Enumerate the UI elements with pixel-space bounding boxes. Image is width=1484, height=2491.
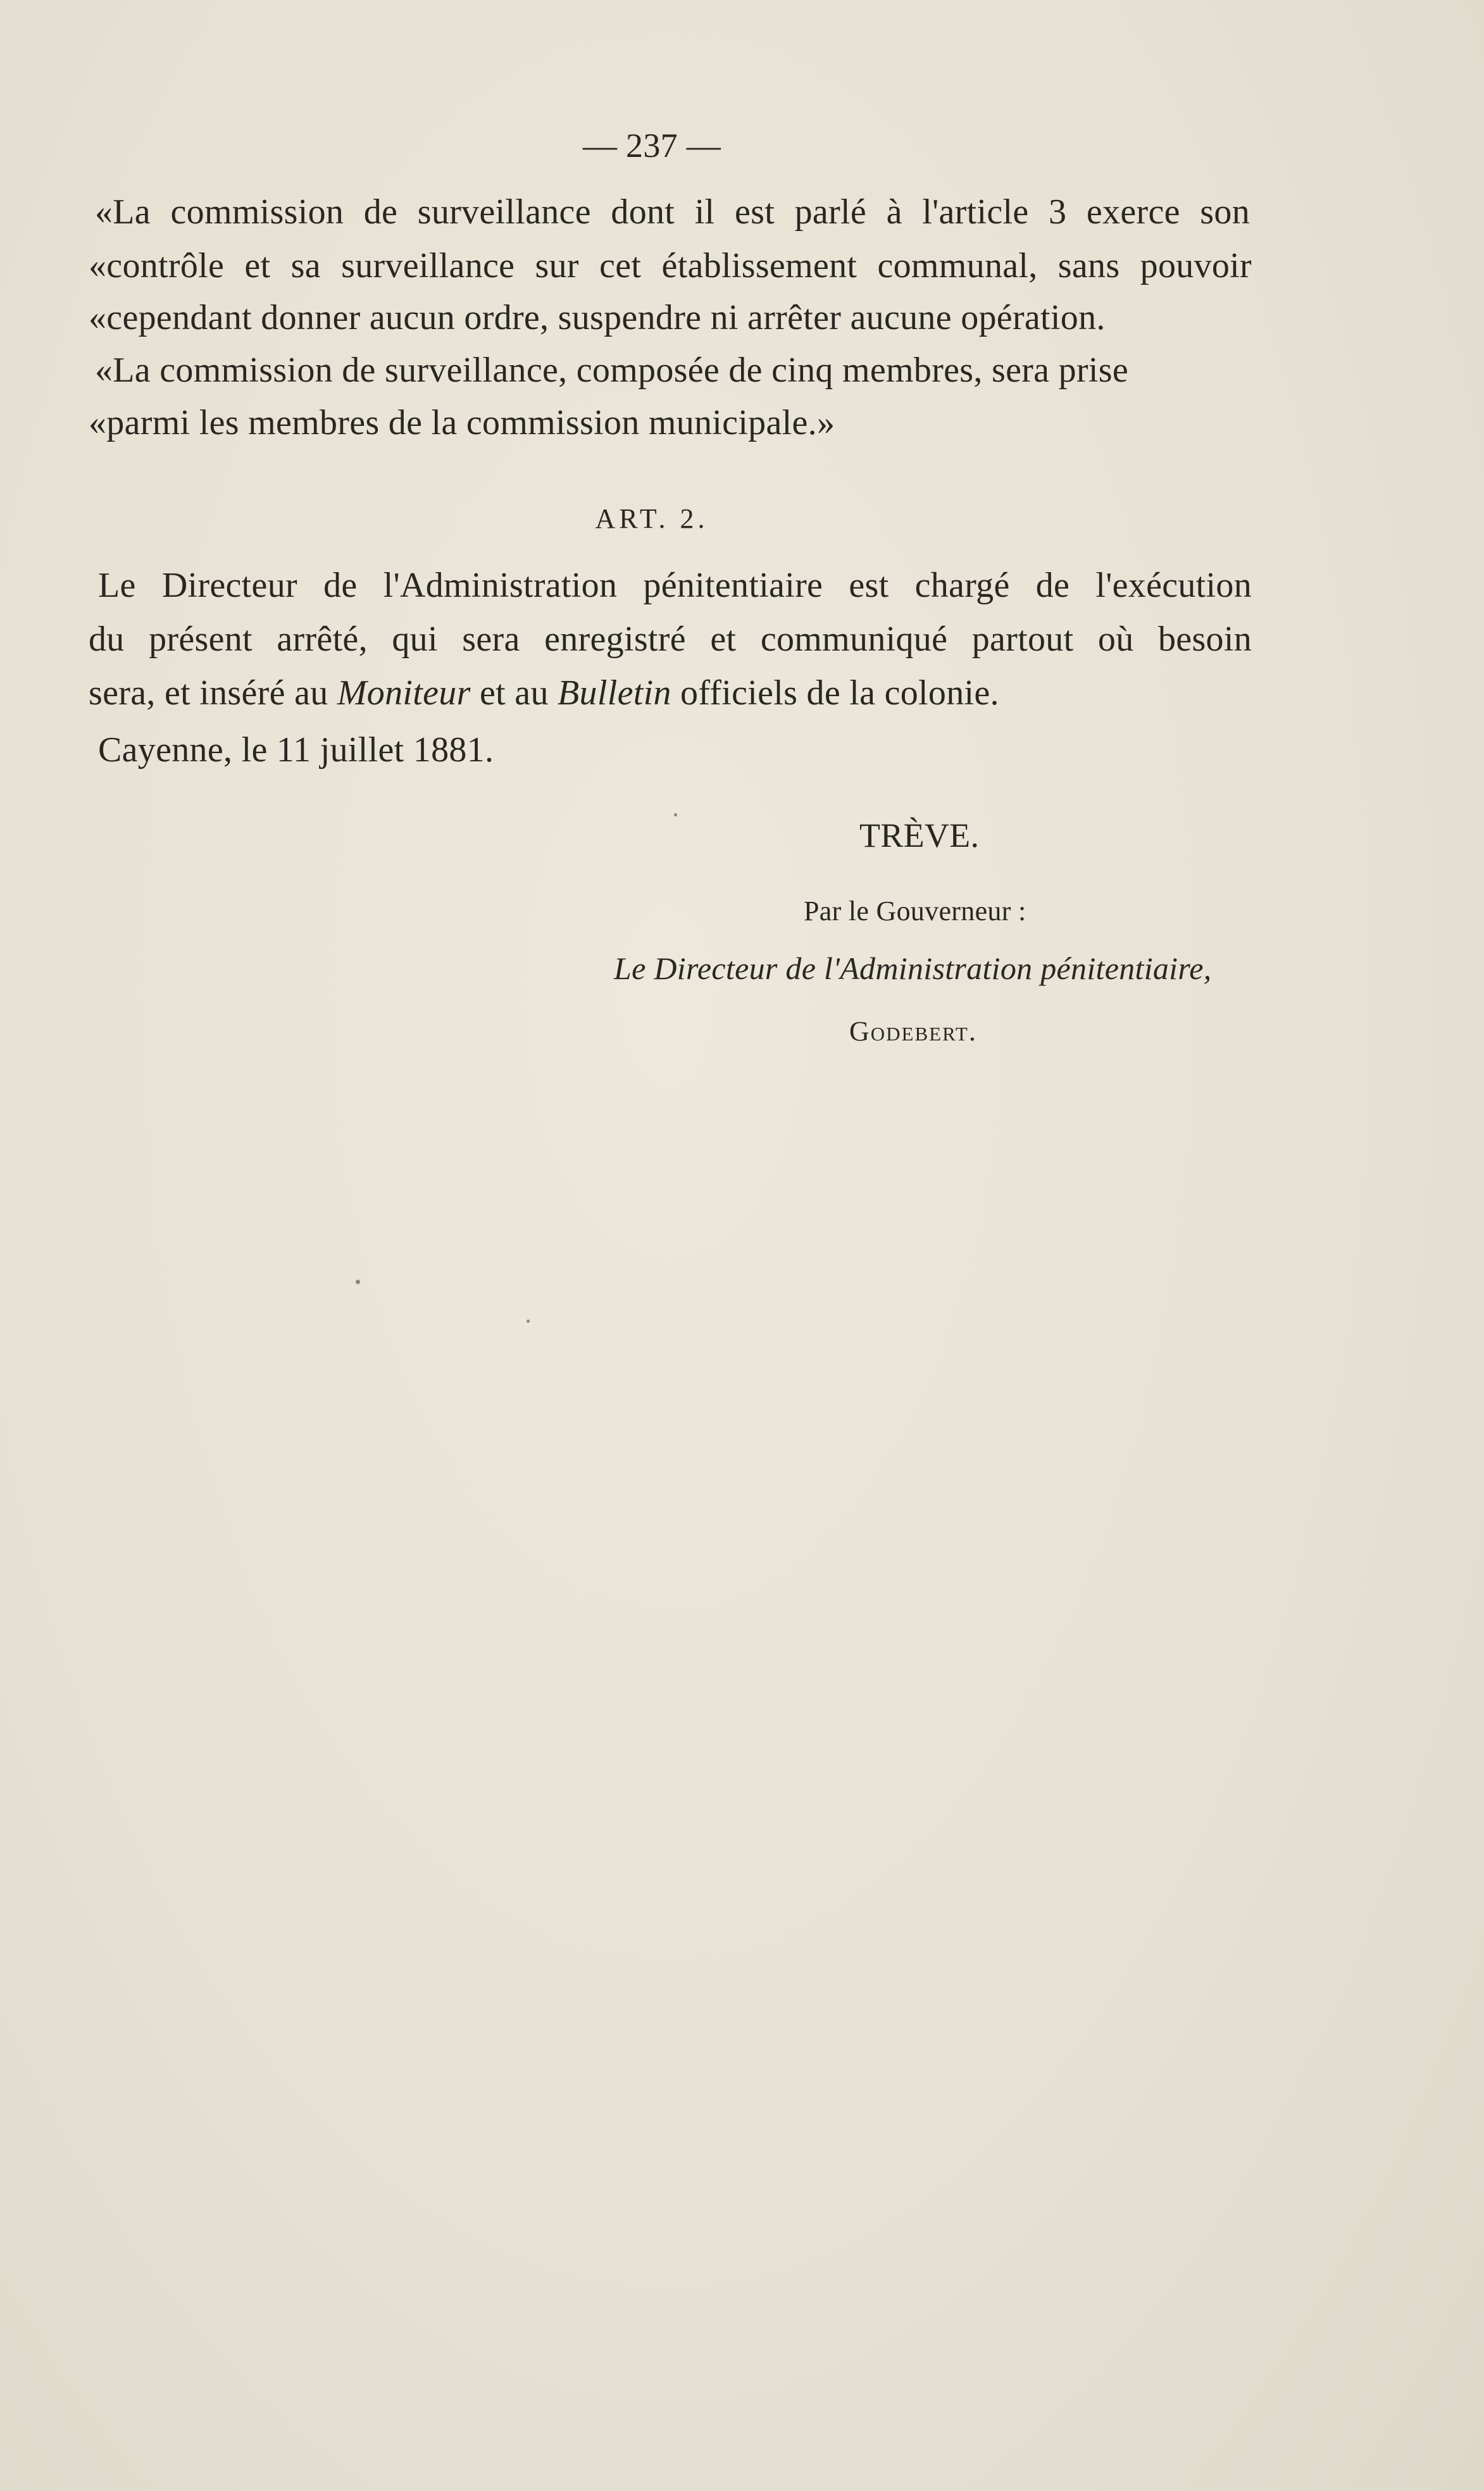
paragraph-3-line-1: Le Directeur de l'Administration pénitentiaire est chargé de l'exécution xyxy=(98,566,1252,605)
date-line: Cayenne, le 11 juillet 1881. xyxy=(98,730,494,770)
paragraph-1-line-1: «La commission de surveillance dont il est parlé à l'article 3 exerce son xyxy=(95,192,1250,232)
moniteur-title: Moniteur xyxy=(337,673,471,713)
governor-signature: TRÈVE. xyxy=(859,816,980,854)
director-name: Godebert. xyxy=(849,1016,977,1047)
bulletin-title: Bulletin xyxy=(558,673,671,713)
paragraph-1-line-2: «contrôle et sa surveillance sur cet établissement communal, sans pouvoir xyxy=(89,246,1252,285)
paragraph-1-line-3: «cependant donner aucun ordre, suspendre ni arrêter aucune opération. xyxy=(89,298,1106,337)
paper-speck xyxy=(356,1280,360,1284)
director-title: Le Directeur de l'Administration pénitentiaire, xyxy=(614,951,1212,986)
paragraph-2-line-2: «parmi les membres de la commission municipale.» xyxy=(89,403,835,442)
paragraph-3-line-3-text-c: officiels de la colonie. xyxy=(671,673,999,713)
paragraph-3-line-3-text-a: sera, et inséré au xyxy=(89,673,337,713)
paper-speck xyxy=(527,1320,530,1323)
by-governor-line: Par le Gouverneur : xyxy=(804,896,1026,927)
article-heading: ART. 2. xyxy=(595,503,709,534)
paragraph-2-line-1: «La commission de surveillance, composée de cinq membres, sera prise xyxy=(95,351,1128,390)
paragraph-3-line-2: du présent arrêté, qui sera enregistré et communiqué partout où besoin xyxy=(89,620,1252,659)
paragraph-3-line-3-text-b: et au xyxy=(470,673,558,713)
paper-speck xyxy=(674,813,677,816)
paragraph-3-line-3 xyxy=(89,671,999,715)
page-number: — 237 — xyxy=(582,127,721,165)
